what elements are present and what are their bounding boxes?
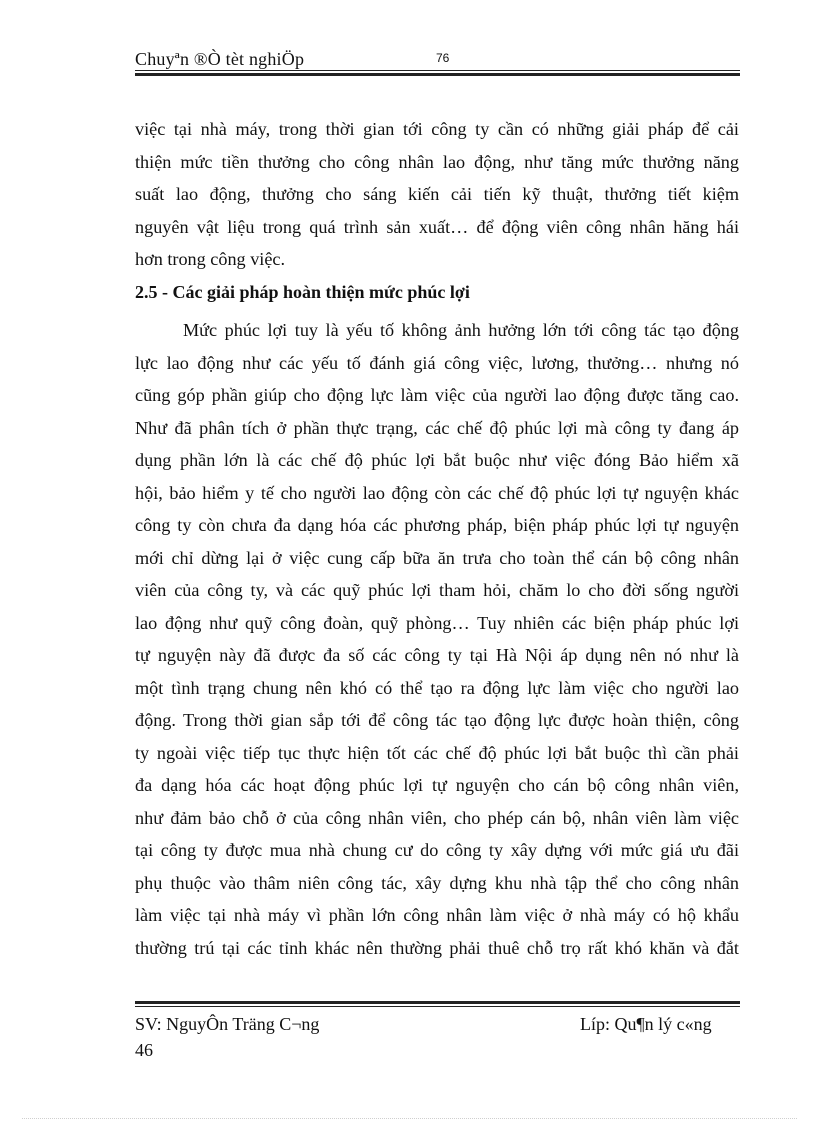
page-edge-divider — [22, 1118, 797, 1119]
footer-student: SV: NguyÔn Träng C¬ng — [135, 1014, 320, 1034]
footer-rule-thick — [135, 1001, 740, 1004]
section-heading: 2.5 - Các giải pháp hoàn thiện mức phúc lợi — [135, 281, 470, 302]
text-line: dụng phần lớn là các chế độ phúc lợi bắt buộc như việc đóng Bảo hiểm xã — [135, 450, 739, 470]
text-line: công ty còn chưa đa dạng hóa các phương pháp, biện pháp phúc lợi tự nguyện — [135, 515, 739, 535]
text-line: việc tại nhà máy, trong thời gian tới công ty cần có những giải pháp để cải — [135, 119, 739, 139]
text-line: như đảm bảo chỗ ở của công nhân viên, cho phép cán bộ, nhân viên làm việc — [135, 807, 739, 828]
text-line: hội, bảo hiểm y tế cho người lao động còn các chế độ phúc lợi tự nguyện khác — [135, 482, 739, 503]
text-line: cũng góp phần giúp cho động lực làm việc của người lao động được tăng cao. — [135, 385, 739, 405]
body-text — [135, 113, 739, 964]
text-line: suất lao động, thưởng cho sáng kiến cải tiến kỹ thuật, thưởng tiết kiệm — [135, 184, 739, 204]
text-line: tại công ty được mua nhà chung cư do công ty xây dựng với mức giá ưu đãi — [135, 840, 739, 860]
text-line: tự nguyện này đã được đa số các công ty tại Hà Nội áp dụng nên nó như là — [135, 645, 739, 665]
text-line: đa dạng hóa các hoạt động phúc lợi tự nguyện cho cán bộ công nhân viên, — [135, 775, 739, 795]
header-page-number: 76 — [436, 51, 450, 65]
text-line: thường trú tại các tỉnh khác nên thường phải thuê chỗ trọ rất khó khăn và đắt — [135, 937, 739, 958]
text-line: thiện mức tiền thưởng cho công nhân lao động, như tăng mức thưởng năng — [135, 151, 739, 172]
text-line: Mức phúc lợi tuy là yếu tố không ảnh hưởng lớn tới công tác tạo động — [183, 320, 739, 340]
footer-class: Líp: Qu¶n lý c«ng — [580, 1014, 712, 1034]
text-line: hơn trong công việc. — [135, 249, 286, 269]
text-line: làm việc tại nhà máy vì phần lớn công nhân làm việc ở nhà máy có hộ khẩu — [135, 905, 739, 925]
footer-page-number: 46 — [135, 1040, 153, 1060]
footer-rule-thin — [135, 1006, 740, 1007]
text-line: nguyên vật liệu trong quá trình sản xuất… để động viên công nhân hăng hái — [135, 216, 739, 237]
text-line: lao động như quỹ công đoàn, quỹ phòng… Tuy nhiên các biện pháp phúc lợi — [135, 612, 739, 633]
paragraph-2 — [135, 314, 739, 964]
header-rule-thin — [135, 70, 740, 71]
text-line: mới chỉ dừng lại ở việc cung cấp bữa ăn trưa cho toàn thể cán bộ công nhân — [135, 547, 739, 568]
text-line: phụ thuộc vào thâm niên công tác, xây dựng khu nhà tập thể cho công nhân — [135, 872, 739, 893]
text-line: lực lao động như các yếu tố đánh giá công việc, lương, thưởng… nhưng nó — [135, 352, 739, 373]
header-title: Chuyªn ®Ò tèt nghiÖp — [135, 49, 305, 69]
text-line: một tình trạng chung nên khó có thể tạo ra động lực làm việc cho người lao — [135, 677, 739, 698]
text-line: viên của công ty, và các quỹ phúc lợi tham hỏi, chăm lo cho đời sống người — [135, 580, 739, 600]
text-line: Như đã phân tích ở phần thực trạng, các chế độ phúc lợi mà công ty đang áp — [135, 417, 739, 438]
header-rule-thick — [135, 73, 740, 76]
text-line: động. Trong thời gian sắp tới để công tác tạo động lực được hoàn thiện, công — [135, 710, 739, 730]
paragraph-1 — [135, 113, 739, 276]
text-line: ty ngoài việc tiếp tục thực hiện tốt các chế độ phúc lợi bắt buộc thì cần phải — [135, 742, 739, 763]
